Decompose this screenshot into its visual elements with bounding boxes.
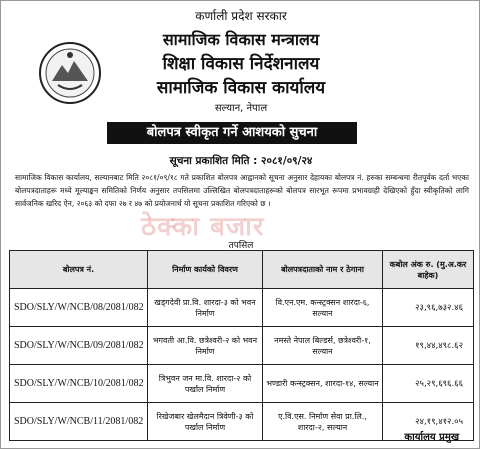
bidder-cell: ए.वि.एस. निर्माण सेवा प्रा.लि., शारदा-२, सल्यान <box>263 403 383 441</box>
work-cell: भगवती आ.वि. छत्रेश्वरी-२ को भवन निर्माण <box>148 327 263 365</box>
amount-cell: २३,९६,७३२.४६ <box>383 289 474 327</box>
col-bidder: बोलपत्रदाताको नाम र ठेगाना <box>263 251 383 289</box>
work-cell: खड्गदेवी प्रा.वि. शारदा-३ को भवन निर्माण <box>148 289 263 327</box>
bidder-cell: भण्डारी कन्स्ट्रक्सन, शारदा-१४, सल्यान <box>263 365 383 403</box>
amount-cell: २४,१९,४१२.०५ <box>383 403 474 441</box>
office-chief-signature: कार्यालय प्रमुख <box>404 432 459 443</box>
notice-title: बोलपत्र स्वीकृत गर्ने आशयको सुचना <box>107 122 357 144</box>
bid-table <box>9 250 474 441</box>
ministry-name: सामाजिक विकास मन्त्रालय <box>162 30 320 49</box>
publication-date: सूचना प्रकाशित मिति : २०८१/०९/२४ <box>169 155 313 167</box>
watermark: ठेक्का बजार <box>141 212 265 242</box>
col-work-description: निर्माण कार्यको विवरण <box>148 251 263 289</box>
schedule-heading: तपसिल <box>228 241 254 251</box>
bid-number-cell: SDO/SLY/W/NCB/10/2081/082 <box>10 365 148 403</box>
col-amount: कबोल अंक रु. (मु.अ.कर बाहेक) <box>383 251 474 289</box>
province-government: कर्णाली प्रदेश सरकार <box>195 9 287 23</box>
amount-cell: २५,२९,६९६.६६ <box>383 365 474 403</box>
work-cell: त्रिभुवन जन मा.वि. शारदा-२ को पर्खाल निर्माण <box>148 365 263 403</box>
work-cell: रिखेजबार खेलमैदान त्रिवेणी-३ को पर्खाल निर्माण <box>148 403 263 441</box>
directorate-name: शिक्षा विकास निर्देशनालय <box>162 54 320 74</box>
office-name: सामाजिक विकास कार्यालय <box>156 78 326 98</box>
table-row <box>10 327 474 365</box>
bidder-cell: वि.एन.एम. कन्स्ट्रक्सन शारदा-६, सल्यान <box>263 289 383 327</box>
amount-cell: १९,४४,४९८.६२ <box>383 327 474 365</box>
notice-body: सामाजिक विकास कार्यालय, सल्यानबाट मिति २०८१/०९/१८ गते प्रकाशित बोलपत्र आह्वानको सूचना अनुसार देहायका बोलपत्र नं. हरुका सम्बन्धमा रीतपूर्वक दर्ता भएका बोलपत्रदाताहरू मध्ये मूल्याङ्कन समितिको निर्णय अनुसार तपसिलमा उल्लिखित बोलपत्रदाताहरूको बोलपत्र सारभूत रूपमा प्रभावग्राही देखिएको हुँदा स्वीकृतिको लागि सार्वजनिक खरिद ऐन, २०६३ को दफा २७ र ४७ को प्रयोजनार्थ यो सूचना प्रकाशित गरिएको छ । <box>15 173 469 208</box>
bid-number-cell: SDO/SLY/W/NCB/08/2081/082 <box>10 289 148 327</box>
col-bid-number: बोलपत्र नं. <box>10 251 148 289</box>
table-row <box>10 289 474 327</box>
bidder-cell: नमस्ते नेपाल बिल्डर्स, छत्रेश्वरी-१, सल्यान <box>263 327 383 365</box>
bid-number-cell: SDO/SLY/W/NCB/11/2081/082 <box>10 403 148 441</box>
bid-number-cell: SDO/SLY/W/NCB/09/2081/082 <box>10 327 148 365</box>
office-location: सल्यान, नेपाल <box>214 103 268 114</box>
table-header-row <box>10 251 474 289</box>
table-row <box>10 365 474 403</box>
